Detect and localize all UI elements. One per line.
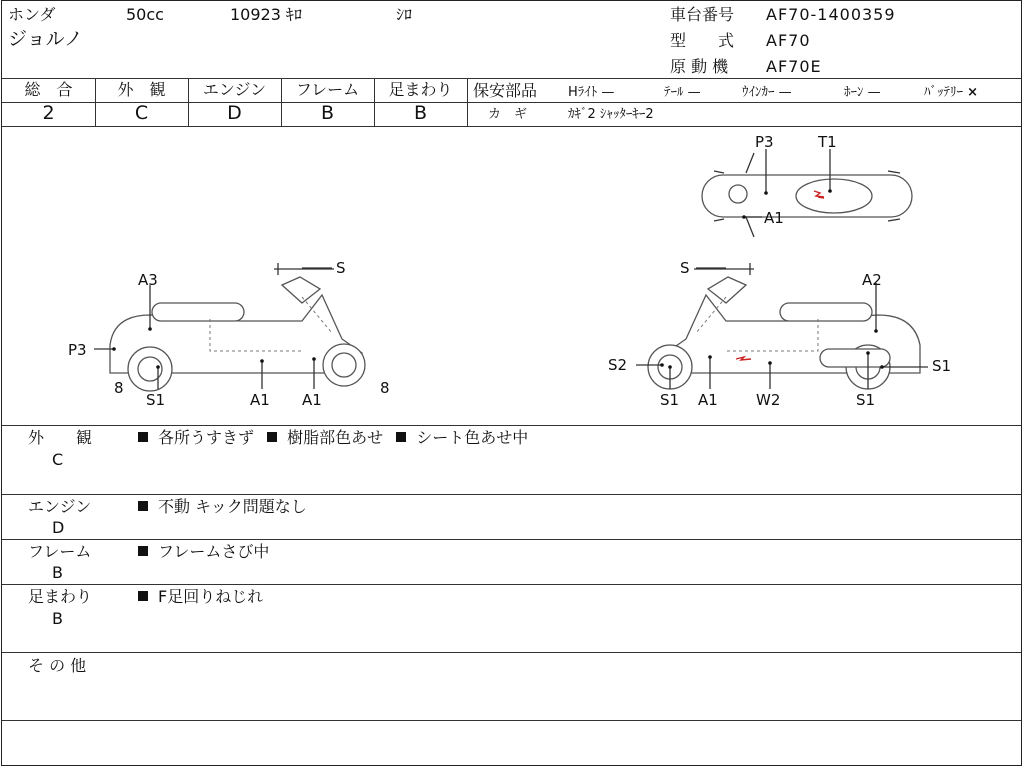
label-8: 8	[380, 379, 390, 397]
remark-engine-text: 不動 キック問題なし	[138, 497, 307, 517]
maker: ホンダ	[8, 5, 56, 24]
remark-exterior-grade: C	[52, 450, 64, 469]
scooter-left-view	[68, 259, 390, 409]
key-label: カ ギ	[488, 107, 528, 122]
grade-frame-label: フレーム	[295, 80, 360, 99]
label-p3: P3	[755, 133, 774, 151]
remark-suspension-label: 足まわり	[28, 587, 93, 606]
divider	[2, 78, 1021, 79]
remark-frame-text: フレームさび中	[138, 542, 269, 562]
label-t1: T1	[818, 133, 837, 151]
label-s2: S2	[608, 356, 628, 374]
safety-headlight: Hﾗｲﾄ —	[568, 85, 615, 100]
frame-no-label: 車台番号	[670, 5, 735, 24]
mileage: 10923 ｷﾛ	[230, 5, 302, 24]
displacement: 50cc	[126, 5, 164, 24]
engine-value: AF70E	[766, 57, 822, 76]
type-label: 型 式	[670, 31, 735, 50]
remark-frame-grade: B	[52, 563, 63, 582]
safety-taillight: ﾃｰﾙ —	[664, 85, 701, 100]
remark-frame-label: フレーム	[28, 542, 92, 561]
label-s1: S1	[932, 357, 952, 375]
label-a1: A1	[698, 391, 718, 409]
type-value: AF70	[766, 31, 811, 50]
label-8: 8	[114, 379, 124, 397]
engine-label: 原 動 機	[670, 57, 729, 76]
label-w2: W2	[756, 391, 781, 409]
scooter-top-view	[702, 133, 912, 237]
remark-exterior-text: 各所うすきず 樹脂部色あせ シート色あせ中	[138, 428, 528, 448]
label-p3: P3	[68, 341, 87, 359]
remark-engine-grade: D	[52, 518, 65, 537]
label-a1: A1	[302, 391, 322, 409]
label-a1: A1	[764, 209, 784, 227]
safety-battery: ﾊﾞｯﾃﾘｰ ×	[924, 85, 979, 100]
grade-engine-value: D	[227, 102, 242, 124]
key-value: ｶｷﾞ2 ｼｬｯﾀｰｷｰ2	[568, 107, 654, 122]
damage-diagram	[2, 127, 1023, 425]
grade-overall-value: 2	[42, 102, 55, 124]
grade-engine-label: エンジン	[202, 80, 267, 99]
color: ｼﾛ	[396, 5, 413, 24]
safety-label: 保安部品	[473, 81, 538, 100]
inspection-sheet	[1, 0, 1022, 766]
remark-suspension-grade: B	[52, 609, 63, 628]
safety-winker: ｳｲﾝｶｰ —	[742, 85, 792, 100]
safety-horn: ﾎｰﾝ —	[844, 85, 881, 100]
grade-suspension-value: B	[413, 102, 428, 124]
model-name: ジョルノ	[8, 28, 83, 50]
label-s1: S1	[856, 391, 876, 409]
label-s1: S1	[146, 391, 166, 409]
remark-other-label: そ の 他	[28, 656, 87, 675]
grade-suspension-label: 足まわり	[388, 80, 453, 99]
scooter-right-view	[608, 259, 951, 409]
grade-exterior-value: C	[134, 102, 149, 124]
label-a3: A3	[138, 271, 158, 289]
label-s: S	[680, 259, 690, 277]
grade-overall-label: 総 合	[24, 80, 73, 99]
remark-engine-label: エンジン	[28, 497, 92, 516]
remark-suspension-text: F足回りねじれ	[138, 587, 263, 607]
label-s: S	[336, 259, 346, 277]
label-a1: A1	[250, 391, 270, 409]
grade-frame-value: B	[320, 102, 335, 124]
frame-no: AF70-1400359	[766, 5, 896, 24]
grade-exterior-label: 外 観	[117, 80, 166, 99]
label-a2: A2	[862, 271, 882, 289]
label-s1: S1	[660, 391, 680, 409]
remark-exterior-label: 外 観	[28, 428, 93, 447]
